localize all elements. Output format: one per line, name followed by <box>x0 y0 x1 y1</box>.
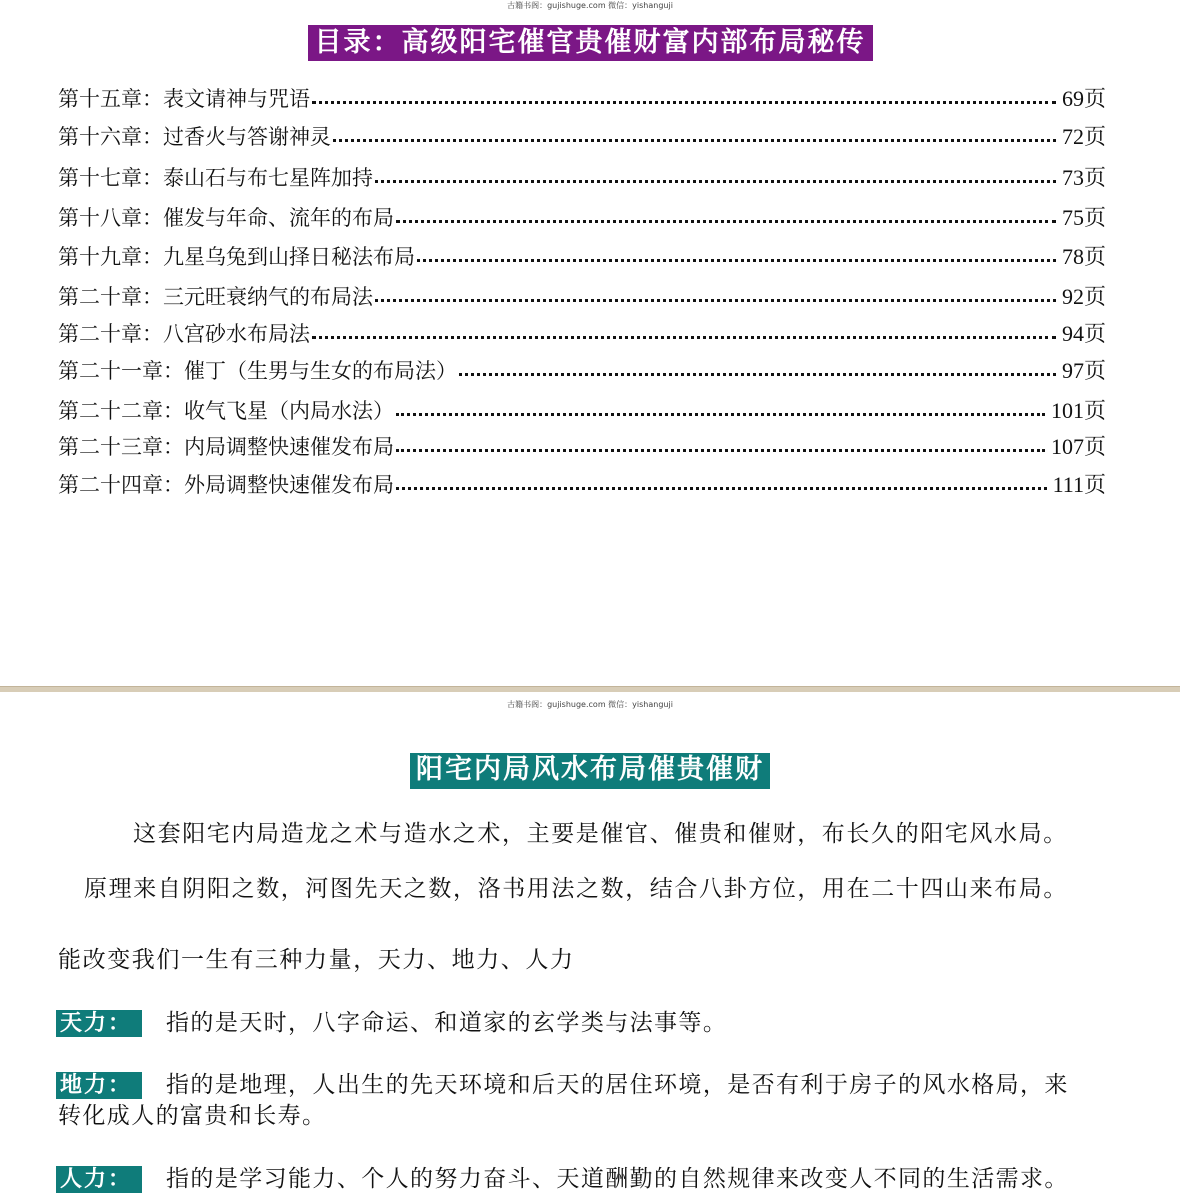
toc-entry-page: 97页 <box>1061 358 1106 383</box>
toc-entry <box>58 84 1106 114</box>
toc-entry <box>58 396 1106 426</box>
toc-entry-page: 92页 <box>1061 284 1106 309</box>
term-tag: 天力： <box>56 1010 142 1037</box>
toc-dot-leader <box>375 299 1056 302</box>
toc-entry-label: 第二十四章：外局调整快速催发布局 <box>58 473 394 497</box>
toc-entry <box>58 203 1106 233</box>
toc-entry-page: 72页 <box>1061 124 1106 149</box>
term-renli <box>56 1164 1136 1195</box>
toc-entry-label: 第十七章：泰山石与布七星阵加持 <box>58 166 373 190</box>
intro-paragraph: 能改变我们一生有三种力量，天力、地力、人力 <box>58 947 575 973</box>
toc-dot-leader <box>333 139 1056 142</box>
toc-entry-label: 第二十三章：内局调整快速催发布局 <box>58 435 394 459</box>
intro-paragraph: 原理来自阴阳之数，河图先天之数，洛书用法之数，结合八卦方位，用在二十四山来布局。 <box>84 876 1068 902</box>
toc-entry-page: 75页 <box>1061 205 1106 230</box>
toc-entry <box>58 122 1106 152</box>
toc-dot-leader <box>417 259 1056 262</box>
toc-entry <box>58 356 1106 386</box>
content-page <box>0 692 1180 1199</box>
toc-entry <box>58 282 1106 312</box>
toc-entry-label: 第二十二章：收气飞星（内局水法） <box>58 399 394 423</box>
term-dili <box>56 1070 1136 1101</box>
toc-entry-label: 第十八章：催发与年命、流年的布局 <box>58 206 394 230</box>
toc-entry-page: 111页 <box>1052 472 1106 497</box>
toc-dot-leader <box>312 101 1056 104</box>
toc-entry-label: 第十九章：九星乌兔到山择日秘法布局 <box>58 245 415 269</box>
toc-entry <box>58 470 1106 500</box>
toc-dot-leader <box>312 336 1056 339</box>
toc-entry-page: 78页 <box>1061 244 1106 269</box>
toc-entry <box>58 163 1106 193</box>
toc-dot-leader <box>459 373 1056 376</box>
toc-entry-label: 第二十一章：催丁（生男与生女的布局法） <box>58 359 457 383</box>
intro-paragraph: 这套阳宅内局造龙之术与造水之术，主要是催官、催贵和催财，布长久的阳宅风水局。 <box>133 821 1068 847</box>
toc-dot-leader <box>396 413 1045 416</box>
toc-entry-label: 第二十章：八宫砂水布局法 <box>58 322 310 346</box>
toc-entry-page: 69页 <box>1061 86 1106 111</box>
section-title: 阳宅内局风水布局催贵催财 <box>410 753 770 789</box>
toc-dot-leader <box>396 487 1047 490</box>
toc-entry <box>58 242 1106 272</box>
term-text: 指的是学习能力、个人的努力奋斗、天道酬勤的自然规律来改变人不同的生活需求。 <box>166 1166 1069 1192</box>
term-text-continuation: 转化成人的富贵和长寿。 <box>58 1103 327 1129</box>
toc-entry-label: 第十五章：表文请神与咒语 <box>58 87 310 111</box>
toc-dot-leader <box>396 220 1056 223</box>
toc-entry <box>58 319 1106 349</box>
term-text: 指的是地理，人出生的先天环境和后天的居住环境，是否有利于房子的风水格局，来 <box>166 1072 1069 1098</box>
toc-entry-page: 107页 <box>1050 434 1106 459</box>
term-tianli <box>56 1008 1136 1039</box>
toc-entry <box>58 432 1106 462</box>
toc-entry-page: 94页 <box>1061 321 1106 346</box>
watermark: 古籍书阁：gujishuge.com 微信：yishanguji <box>507 1 673 10</box>
term-tag: 地力： <box>56 1072 142 1099</box>
toc-entry-label: 第十六章：过香火与答谢神灵 <box>58 125 331 149</box>
toc-entry-page: 101页 <box>1050 398 1106 423</box>
toc-title: 目录：高级阳宅催官贵催财富内部布局秘传 <box>308 25 873 61</box>
toc-dot-leader <box>375 180 1056 183</box>
toc-entry-label: 第二十章：三元旺衰纳气的布局法 <box>58 285 373 309</box>
toc-dot-leader <box>396 449 1045 452</box>
watermark: 古籍书阁：gujishuge.com 微信：yishanguji <box>507 700 673 709</box>
term-text: 指的是天时，八字命运、和道家的玄学类与法事等。 <box>166 1010 728 1036</box>
term-tag: 人力： <box>56 1166 142 1193</box>
toc-entry-page: 73页 <box>1061 165 1106 190</box>
